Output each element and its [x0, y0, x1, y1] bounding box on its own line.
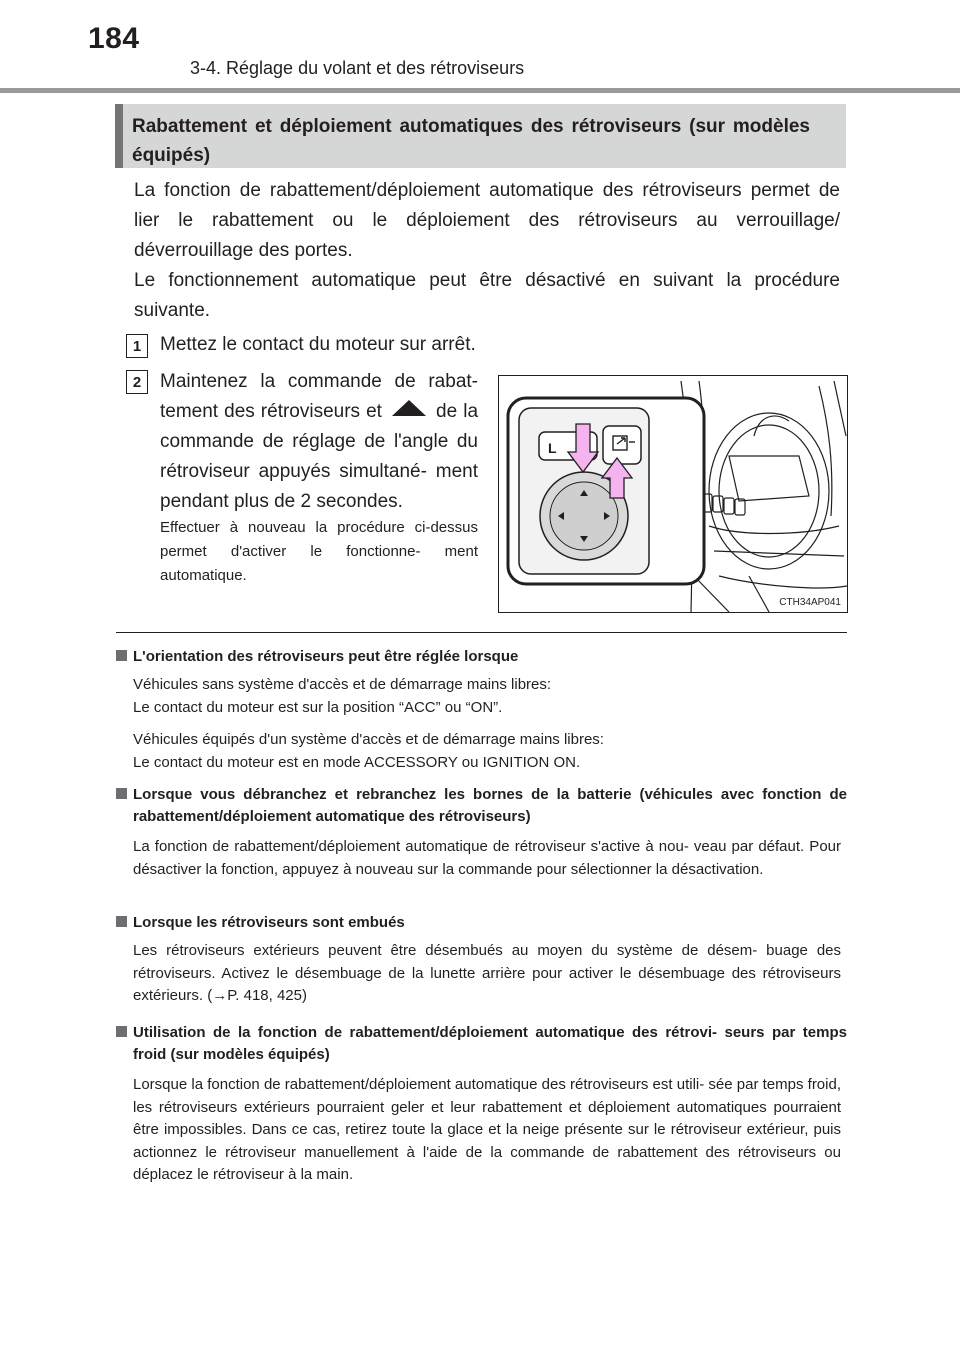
note-3-body: Les rétroviseurs extérieurs peuvent être désembués au moyen du système de désem- buage des rétroviseurs. Activez le désembuage de la lunette arrière pour activer le désembuage des rétroviseurs extérieurs. (→P. 418, 425) — [133, 942, 841, 1004]
note-heading-3 — [116, 912, 847, 934]
banner-title: Rabattement et déploiement automatiques des rétroviseurs (sur modèles équipés) — [132, 116, 810, 166]
step-1-text: Mettez le contact du moteur sur arrêt. — [160, 334, 476, 355]
section-divider — [116, 632, 847, 633]
banner-accent-bar — [115, 104, 123, 168]
step-2-text-a: Maintenez la commande de rabat- tement des rétroviseurs et — [160, 371, 478, 422]
note-heading-2 — [116, 784, 847, 828]
figure-code: CTH34AP041 — [779, 597, 841, 608]
label-l: L — [548, 440, 557, 456]
note-1-line-3: Véhicules équipés d'un système d'accès et de démarrage mains libres: — [133, 731, 604, 748]
note-1-line-4: Le contact du moteur est en mode ACCESSORY ou IGNITION ON. — [133, 754, 581, 771]
note-4-body: Lorsque la fonction de rabattement/déploiement automatique des rétroviseurs est utili- sée par temps froid, les rétroviseurs extérieurs pourraient geler et leur rabattement et déploiement automatiques pourraient être impossibles. Dans ce cas, retirez toute la glace et la neige présente sur le rétroviseur extérieur, puis actionnez le rétroviseur manuellement à l'aide de la commande de rabattement des rétroviseurs ou déplacez le rétroviseur à la main. — [133, 1076, 841, 1183]
intro-paragraph: La fonction de rabattement/déploiement automatique des rétroviseurs permet de lier le rabattement ou le déploiement des rétroviseurs au verrouillage/ déverrouillage des portes. — [134, 180, 840, 261]
section-title: 3-4. Réglage du volant et des rétroviseurs — [190, 58, 525, 78]
note-heading-text: Lorsque vous débranchez et rebranchez les bornes de la batterie (véhicules avec fonction de rabattement/déploiement automatique des rétroviseurs) — [133, 786, 847, 825]
mirror-switch-figure — [498, 375, 848, 613]
square-bullet-icon — [116, 1026, 127, 1037]
step-number-2: 2 — [126, 370, 148, 394]
step-number-1: 1 — [126, 334, 148, 358]
note-heading-text: L'orientation des rétroviseurs peut être réglée lorsque — [133, 648, 519, 665]
mirror-switch-illustration-icon — [499, 376, 847, 612]
note-heading-text: Utilisation de la fonction de rabattement/déploiement automatique des rétrovi- seurs par temps froid (sur modèles équipés) — [133, 1024, 847, 1063]
square-bullet-icon — [116, 788, 127, 799]
topic-banner — [115, 104, 846, 168]
header-rule — [0, 88, 960, 93]
fold-triangle-icon — [392, 400, 426, 416]
step-2-text — [160, 367, 478, 517]
step-2-text-b: de la commande de réglage de l'angle du rétroviseur appuyés simultané- ment pendant plus de 2 secondes. — [160, 401, 479, 512]
note-heading-text: Lorsque les rétroviseurs sont embués — [133, 914, 405, 931]
note-2-body: La fonction de rabattement/déploiement automatique de rétroviseur s'active à nou- veau par défaut. Pour désactiver la fonction, appuyez à nouveau sur la commande pour sélectionner la désactivation. — [133, 838, 841, 878]
page-number: 184 — [88, 22, 140, 55]
square-bullet-icon — [116, 650, 127, 661]
note-1-line-1: Véhicules sans système d'accès et de démarrage mains libres: — [133, 676, 552, 693]
note-heading-1 — [116, 646, 847, 668]
note-1-line-2: Le contact du moteur est sur la position “ACC” ou “ON”. — [133, 699, 503, 716]
intro-paragraph-2: Le fonctionnement automatique peut être désactivé en suivant la procédure suivante. — [134, 270, 840, 321]
step-note: Effectuer à nouveau la procédure ci-dessus permet d'activer le fonctionne- ment automatique. — [160, 519, 478, 584]
note-heading-4 — [116, 1022, 847, 1066]
square-bullet-icon — [116, 916, 127, 927]
